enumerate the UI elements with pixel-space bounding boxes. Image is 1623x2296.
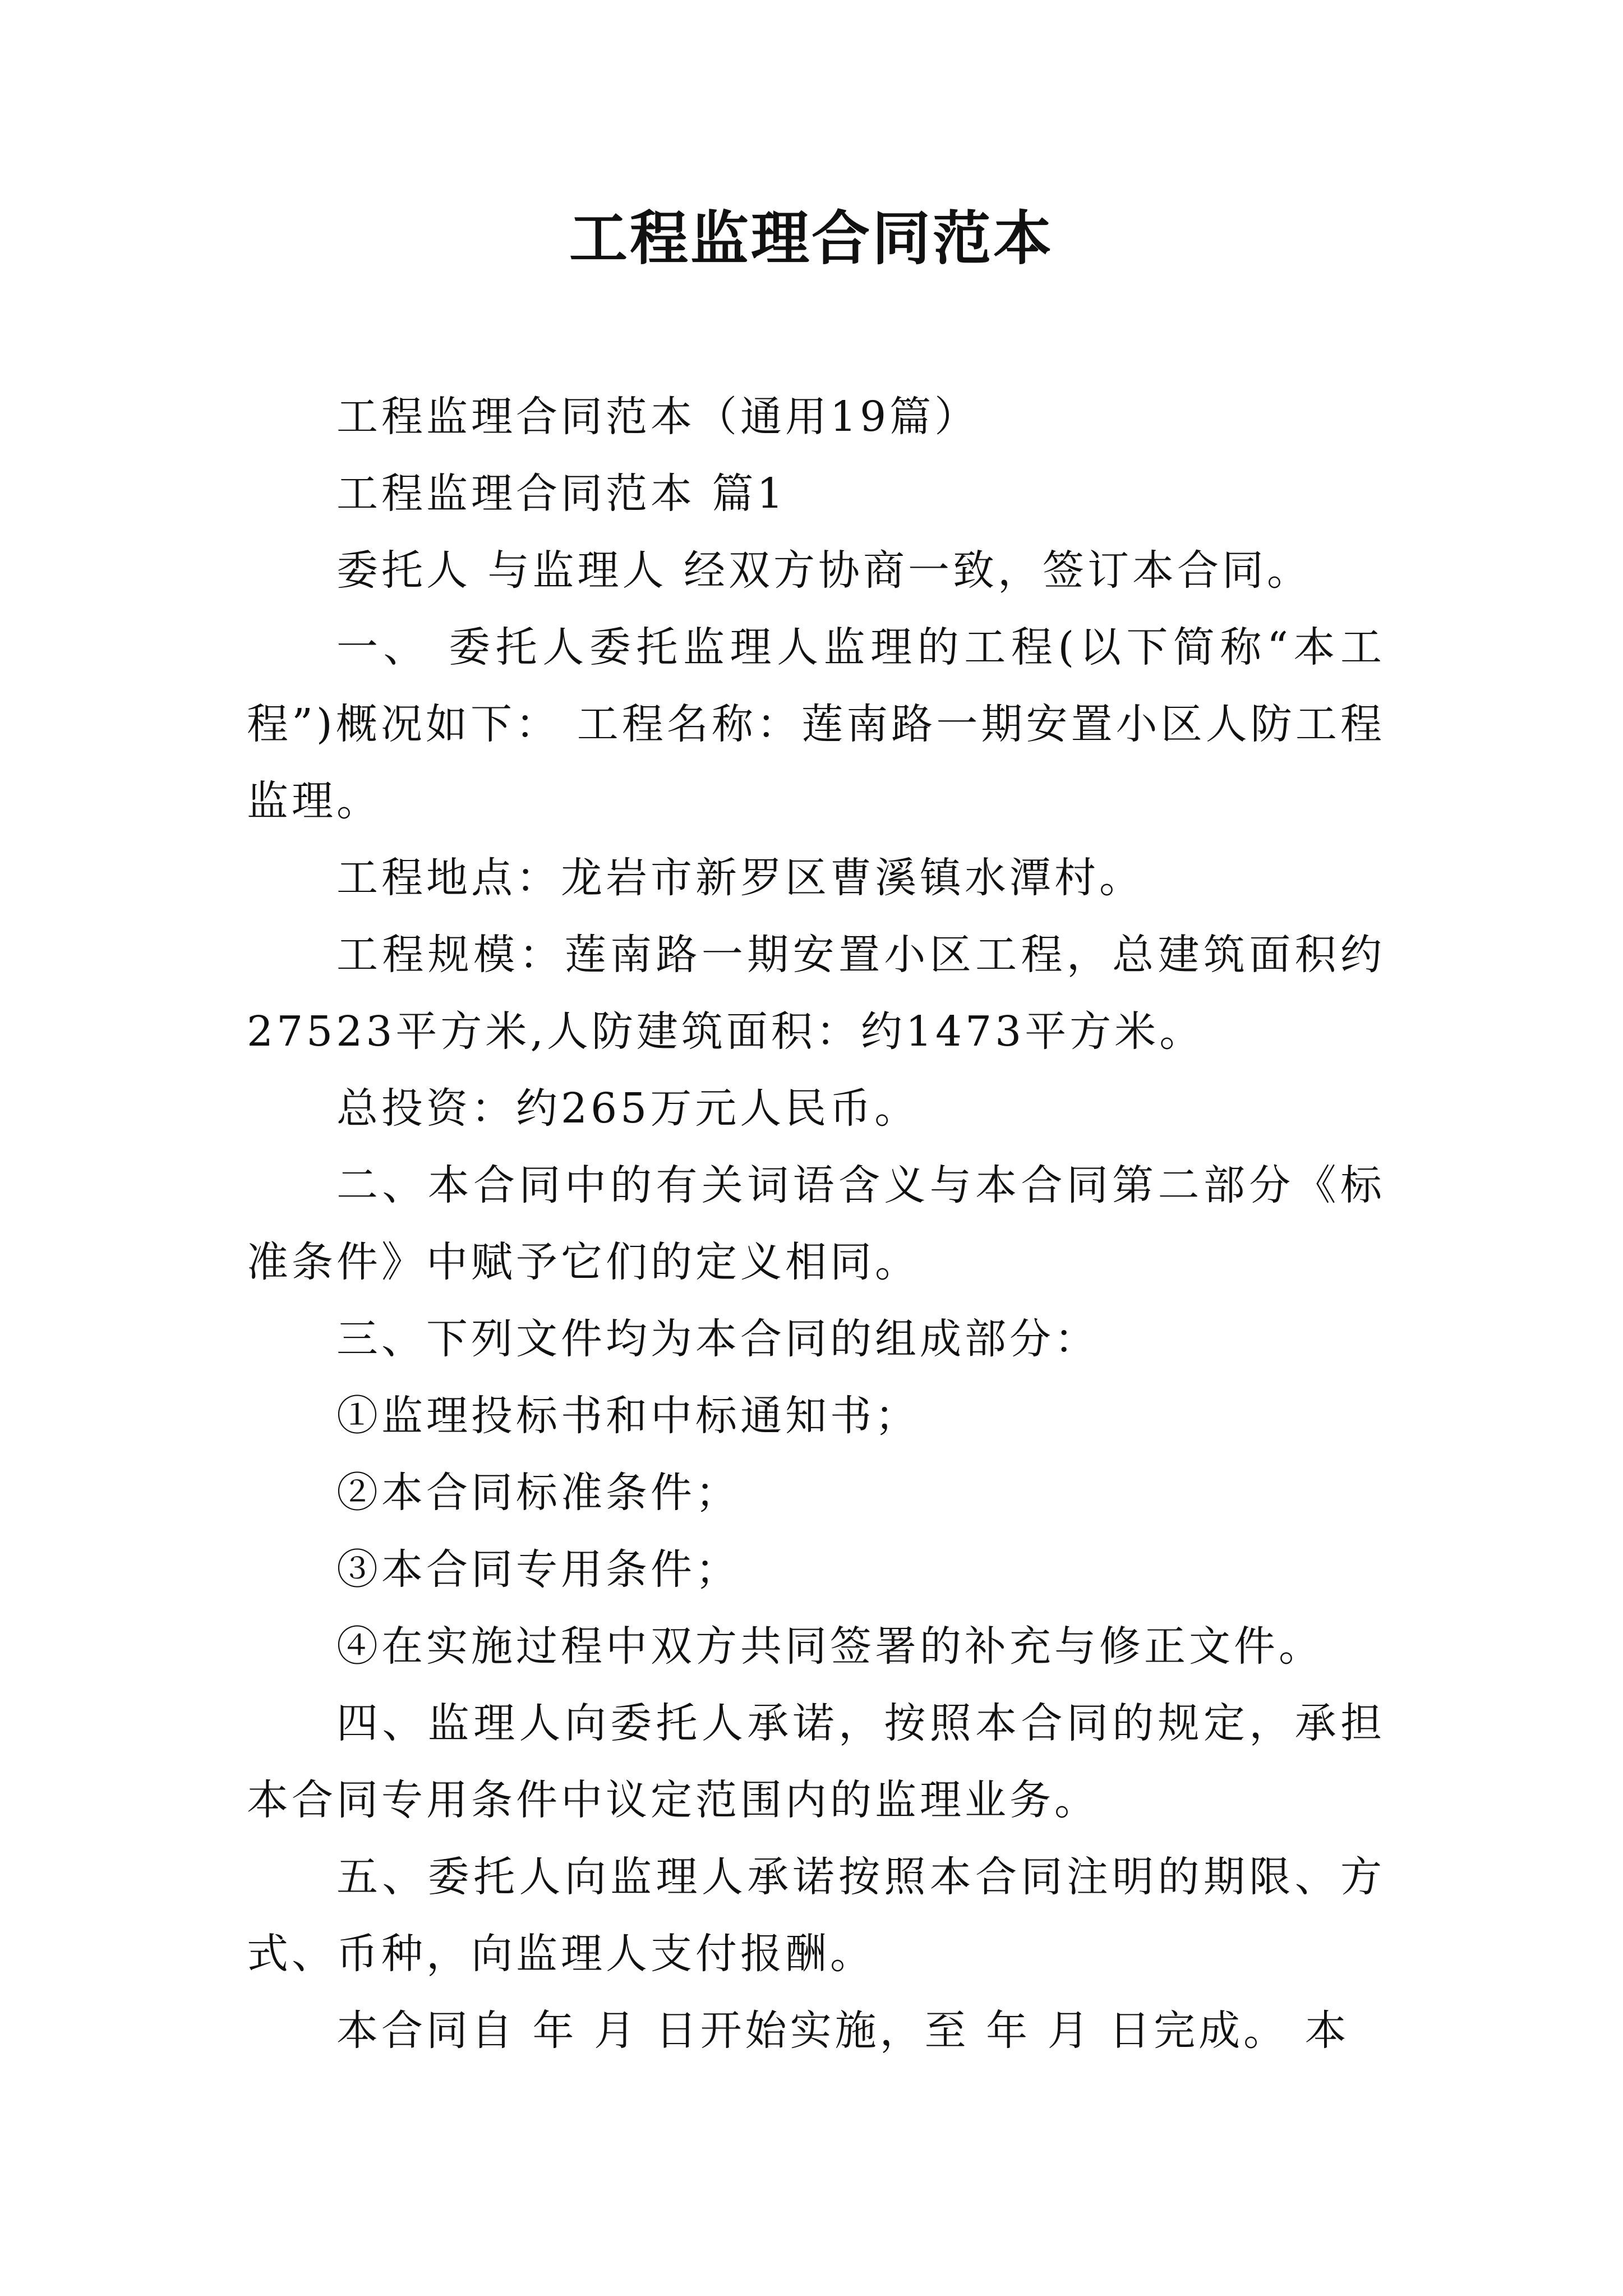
paragraph: 工程地点：龙岩市新罗区曹溪镇水潭村。	[336, 854, 1144, 902]
list-item: ②本合同标准条件；	[336, 1469, 740, 1517]
paragraph: 一、 委托人委托监理人监理的工程(以下简称“本工程”)概况如下： 工程名称：莲南路一期安置小区人防工程监理。	[247, 623, 1385, 825]
paragraph: 二、本合同中的有关词语含义与本合同第二部分《标准条件》中赋予它们的定义相同。	[247, 1161, 1385, 1286]
list-item: ④在实施过程中双方共同签署的补充与修正文件。	[336, 1622, 1324, 1671]
paragraph: 总投资：约265万元人民币。	[336, 1084, 920, 1133]
paragraph: 四、监理人向委托人承诺，按照本合同的规定，承担本合同专用条件中议定范围内的监理业务。	[247, 1699, 1385, 1824]
paragraph: 本合同自 年 月 日开始实施，至 年 月 日完成。 本	[336, 2007, 1350, 2055]
paragraph-section-heading: 工程监理合同范本 篇1	[336, 470, 787, 518]
paragraph: 工程规模：莲南路一期安置小区工程，总建筑面积约27523平方米,人防建筑面积：约1473平方米。	[247, 931, 1385, 1056]
document-title: 工程监理合同范本	[569, 204, 1054, 273]
document-body	[247, 379, 1385, 2069]
paragraph: 委托人 与监理人 经双方协商一致，签订本合同。	[336, 546, 1312, 595]
paragraph-subtitle: 工程监理合同范本（通用19篇）	[336, 393, 980, 441]
paragraph: 五、委托人向监理人承诺按照本合同注明的期限、方式、币种，向监理人支付报酬。	[247, 1853, 1385, 1978]
list-item: ③本合同专用条件；	[336, 1545, 740, 1594]
list-item: ①监理投标书和中标通知书；	[336, 1392, 920, 1440]
paragraph: 三、下列文件均为本合同的组成部分：	[336, 1315, 1099, 1363]
